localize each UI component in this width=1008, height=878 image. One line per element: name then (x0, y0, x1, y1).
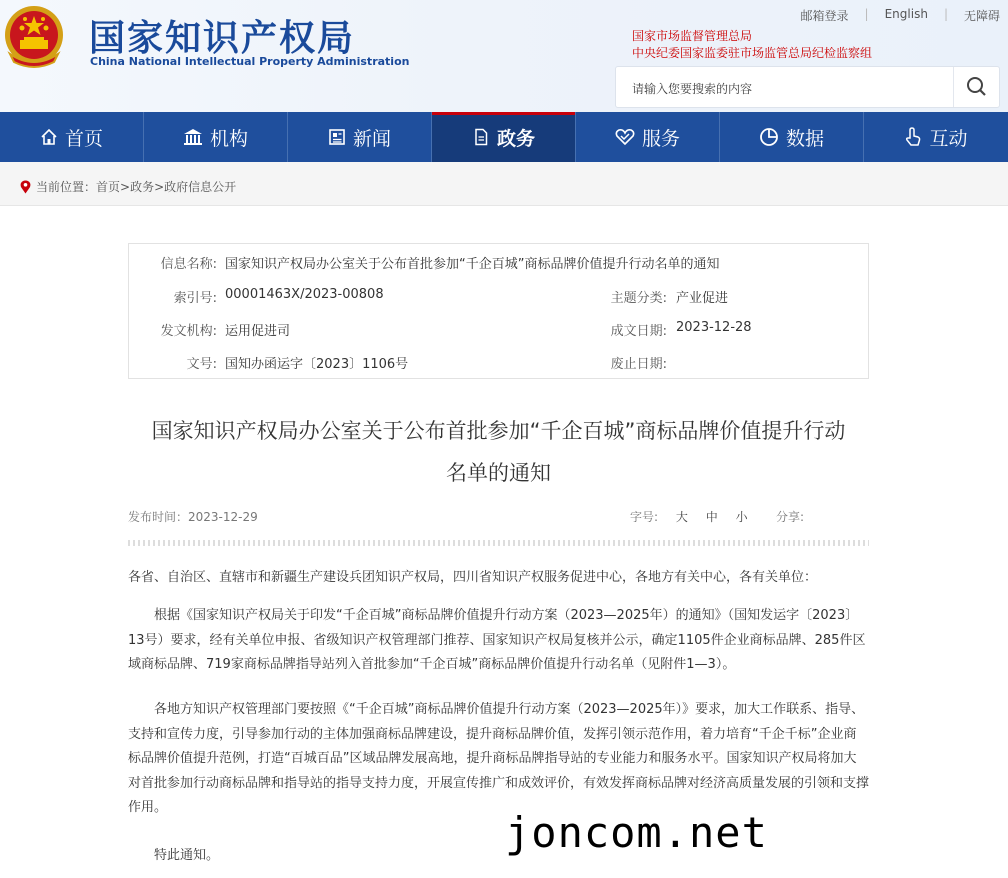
nav-item-data[interactable] (720, 112, 864, 162)
article-title-line-2: 名单的通知 (446, 461, 551, 485)
nav-label: 互动 (929, 127, 968, 150)
divider: | (864, 7, 869, 21)
info-issuer-label: 发文机构: (160, 324, 217, 339)
nav-item-news[interactable] (288, 112, 432, 162)
divider: | (943, 7, 948, 21)
nav-label: 数据 (785, 127, 824, 150)
accessibility-link[interactable]: 无障碍 (963, 9, 1000, 23)
nav-item-institution[interactable] (144, 112, 288, 162)
breadcrumb-gov-info[interactable]: 政府信息公开 (164, 180, 237, 194)
main-nav (0, 112, 1008, 162)
english-link[interactable]: English (884, 7, 928, 21)
info-name-label: 信息名称: (160, 257, 217, 272)
info-date-value: 2023-12-28 (676, 320, 752, 335)
info-expire-label: 废止日期: (610, 357, 667, 372)
font-size-label: 字号: (630, 510, 659, 524)
article-meta (128, 508, 869, 530)
share-button[interactable]: 分享: (776, 510, 805, 524)
breadcrumb-separator: > (154, 179, 165, 194)
breadcrumb (20, 178, 236, 195)
home-icon (40, 128, 58, 146)
search-input[interactable]: 请输入您要搜索的内容 (632, 82, 753, 96)
search-button[interactable] (953, 67, 999, 107)
search-icon (954, 67, 1000, 107)
info-index-label: 索引号: (173, 291, 217, 306)
nav-label: 首页 (64, 127, 103, 150)
nav-label: 新闻 (352, 127, 391, 150)
nav-label: 服务 (641, 127, 680, 150)
search-box[interactable] (615, 66, 1000, 108)
top-links (785, 7, 1008, 24)
site-subtitle: China National Intellectual Property Administration (90, 55, 410, 68)
nav-item-interact[interactable] (864, 112, 1008, 162)
interact-icon (904, 127, 922, 147)
site-header (0, 0, 1008, 112)
nav-label: 政务 (496, 127, 535, 150)
breadcrumb-affairs[interactable]: 政务 (130, 180, 155, 194)
info-docno-label: 文号: (186, 357, 217, 372)
info-date-label: 成文日期: (610, 324, 667, 339)
font-size-small[interactable]: 小 (735, 510, 748, 524)
info-topic-value: 产业促进 (676, 291, 729, 306)
info-docno-value: 国知办函运字〔2023〕1106号 (225, 357, 409, 372)
org-link-samr[interactable]: 国家市场监督管理总局 (632, 29, 753, 43)
breadcrumb-separator: > (120, 179, 131, 194)
site-title[interactable]: 国家知识产权局 (89, 18, 356, 59)
body-paragraph: 各地方知识产权管理部门要按照《“千企百城”商标品牌价值提升行动方案（2023—2025年）》要求，加大工作联系、指导、支持和宣传力度，引导参加行动的主体加强商标品牌建设，提升商标品牌价值，发挥引领示范作用，着力培育“千企千标”企业商标品牌价值提升范例，打造“百城百品”区域品牌发展高地，提升商标品牌指导站的专业能力和服务水平。国家知识产权局将加大对首批参加行动商标品牌和指导站的指导支持力度，开展宣传推广和成效评价，有效发挥商标品牌对经济高质量发展的引领和支撑作用。 (128, 702, 870, 815)
breadcrumb-prefix: 当前位置： (36, 180, 97, 194)
info-index-value: 00001463X/2023-00808 (225, 287, 384, 302)
org-link-discipline[interactable]: 中央纪委国家监委驻市场监管总局纪检监察组 (632, 46, 873, 60)
font-size-large[interactable]: 大 (675, 510, 688, 524)
font-size-control (630, 508, 748, 525)
font-size-medium[interactable]: 中 (705, 510, 718, 524)
mail-login-link[interactable]: 邮箱登录 (800, 9, 849, 23)
affairs-icon (472, 128, 490, 146)
article-title (128, 410, 869, 494)
body-paragraph-salutation: 各省、自治区、直辖市和新疆生产建设兵团知识产权局，四川省知识产权服务促进中心，各地方有关中心，各有关单位： (128, 570, 818, 585)
news-icon (328, 128, 346, 146)
dashed-divider (128, 540, 869, 546)
body-paragraph: 根据《国家知识产权局关于印发“千企百城”商标品牌价值提升行动方案（2023—2025年）的通知》（国知发运字〔2023〕13号）要求，经有关单位申报、省级知识产权管理部门推荐、国家知识产权局复核并公示，确定1105件企业商标品牌、285件区域商标品牌、719家商标品牌指导站列入首批参加“千企百城”商标品牌价值提升行动名单（见附件1—3）。 (128, 608, 866, 672)
service-icon (615, 128, 635, 146)
info-issuer-value: 运用促进司 (225, 324, 291, 339)
nav-label: 机构 (209, 127, 248, 150)
breadcrumb-home[interactable]: 首页 (96, 180, 121, 194)
article-title-line-1: 国家知识产权局办公室关于公布首批参加“千企百城”商标品牌价值提升行动 (151, 419, 846, 443)
location-pin-icon (20, 180, 31, 194)
breadcrumb-bar (0, 162, 1008, 206)
nav-item-affairs[interactable] (432, 112, 576, 162)
body-paragraph-closing: 特此通知。 (154, 848, 220, 863)
data-icon (759, 127, 779, 147)
institution-icon (183, 128, 203, 146)
info-table (128, 243, 869, 379)
nav-item-home[interactable] (0, 112, 144, 162)
national-emblem-logo[interactable] (2, 4, 66, 70)
info-name-value: 国家知识产权局办公室关于公布首批参加“千企百城”商标品牌价值提升行动名单的通知 (225, 257, 720, 272)
publish-date: 发布时间：2023-12-29 (128, 510, 258, 524)
watermark-text: joncom.net (505, 808, 768, 857)
nav-item-service[interactable] (576, 112, 720, 162)
info-topic-label: 主题分类: (610, 291, 667, 306)
